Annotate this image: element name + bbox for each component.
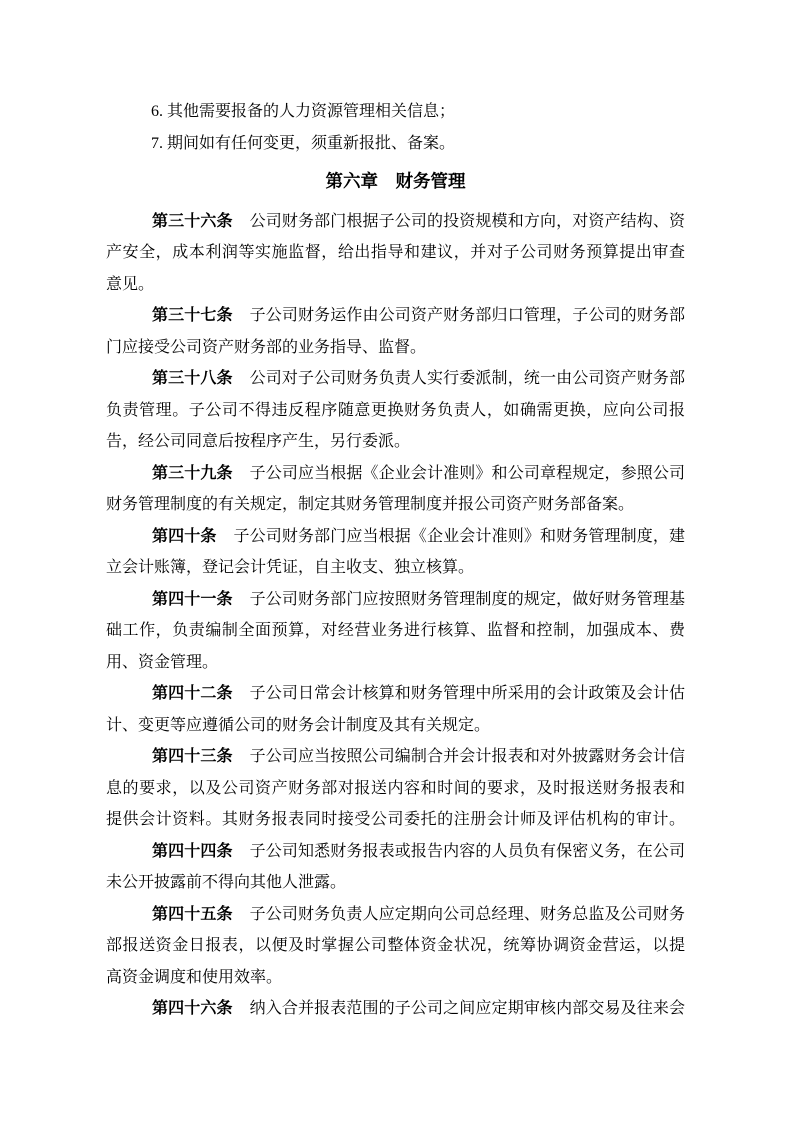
article-number-label: 第四十三条 xyxy=(152,748,233,765)
article-number-label: 第三十七条 xyxy=(152,307,233,324)
paragraph-line: 础工作，负责编制全面预算，对经营业务进行核算、监督和控制，加强成本、费 xyxy=(106,622,685,639)
article-text: 子公司财务部门应当根据《企业会计准则》和财务管理制度，建 xyxy=(233,527,685,545)
article xyxy=(106,741,685,836)
article-text: 子公司应当根据《企业会计准则》和公司章程规定，参照公司 xyxy=(249,464,685,482)
article-text: 子公司财务负责人应定期向公司总经理、财务总监及公司财务 xyxy=(249,905,685,923)
article-text: 公司对子公司财务负责人实行委派制，统一由公司资产财务部 xyxy=(249,370,685,387)
paragraph-line: 高资金调度和使用效率。 xyxy=(106,968,283,986)
article-number-label: 第三十九条 xyxy=(152,464,233,482)
paragraph-line: 门应接受公司资产财务部的业务指导、监督。 xyxy=(106,338,427,356)
paragraph-line: 提供会计资料。其财务报表同时接受公司委托的注册会计师及评估机构的审计。 xyxy=(106,811,685,828)
article xyxy=(106,300,685,363)
article-number-label: 第四十六条 xyxy=(152,1000,233,1017)
paragraph-line: 立会计账簿，登记会计凭证，自主收支、独立核算。 xyxy=(106,559,475,576)
document-content xyxy=(106,96,685,1025)
article-text: 公司财务部门根据子公司的投资规模和方向，对资产结构、资 xyxy=(249,212,685,230)
paragraph-line: 意见。 xyxy=(106,275,155,293)
paragraph-line xyxy=(106,899,685,931)
paragraph-line: 财务管理制度的有关规定，制定其财务管理制度并报公司资产财务部备案。 xyxy=(106,496,635,513)
article-number-label: 第四十二条 xyxy=(152,685,233,702)
paragraph-line xyxy=(106,363,685,395)
list-item: 6. 其他需要报备的人力资源管理相关信息； xyxy=(151,103,456,120)
numbered-list xyxy=(106,96,685,159)
list-item: 7. 期间如有任何变更，须重新报批、备案。 xyxy=(151,134,456,152)
article-number-label: 第四十五条 xyxy=(152,905,233,923)
article xyxy=(106,899,685,994)
paragraph-line: 未公开披露前不得向其他人泄露。 xyxy=(106,874,347,891)
article xyxy=(106,836,685,899)
chapter-heading: 第六章 财务管理 xyxy=(325,171,466,191)
article-number-label: 第三十六条 xyxy=(152,212,233,230)
article-number-label: 第四十一条 xyxy=(152,590,233,608)
paragraph-line: 部报送资金日报表，以便及时掌握公司整体资金状况，统筹协调资金营运，以提 xyxy=(106,937,685,954)
articles-section xyxy=(106,206,685,1025)
article-number-label: 第三十八条 xyxy=(152,370,233,387)
article-text: 子公司知悉财务报表或报告内容的人员负有保密义务，在公司 xyxy=(249,842,685,860)
paragraph-line xyxy=(106,206,685,238)
paragraph-line: 负责管理。子公司不得违反程序随意更换财务负责人，如确需更换，应向公司报 xyxy=(106,401,685,419)
paragraph-line xyxy=(106,584,685,616)
article xyxy=(106,206,685,301)
paragraph-line: 息的要求，以及公司资产财务部对报送内容和时间的要求，及时报送财务报表和 xyxy=(106,779,685,797)
article-number-label: 第四十条 xyxy=(152,527,217,545)
article-text: 纳入合并报表范围的子公司之间应定期审核内部交易及往来会 xyxy=(249,1000,685,1017)
paragraph-line xyxy=(106,521,685,553)
article-number-label: 第四十四条 xyxy=(152,842,233,860)
article-text: 子公司财务部门应按照财务管理制度的规定，做好财务管理基 xyxy=(249,590,685,608)
article-text: 子公司应当按照公司编制合并会计报表和对外披露财务会计信 xyxy=(249,748,685,765)
paragraph-line xyxy=(106,993,685,1025)
article xyxy=(106,584,685,679)
paragraph-line xyxy=(106,836,685,868)
article-text: 子公司财务运作由公司资产财务部归口管理，子公司的财务部 xyxy=(249,307,685,324)
paragraph-line xyxy=(106,300,685,332)
paragraph-line: 产安全，成本利润等实施监督，给出指导和建议，并对子公司财务预算提出审查 xyxy=(106,244,685,261)
article xyxy=(106,521,685,584)
article xyxy=(106,678,685,741)
article-text: 子公司日常会计核算和财务管理中所采用的会计政策及会计估 xyxy=(249,685,685,702)
paragraph-line: 计、变更等应遵循公司的财务会计制度及其有关规定。 xyxy=(106,716,491,734)
paragraph-line xyxy=(106,458,685,490)
article xyxy=(106,363,685,458)
article xyxy=(106,458,685,521)
paragraph-line: 告，经公司同意后按程序产生，另行委派。 xyxy=(106,433,411,450)
paragraph-line xyxy=(106,678,685,710)
article xyxy=(106,993,685,1025)
paragraph-line: 用、资金管理。 xyxy=(106,653,219,671)
paragraph-line xyxy=(106,741,685,773)
